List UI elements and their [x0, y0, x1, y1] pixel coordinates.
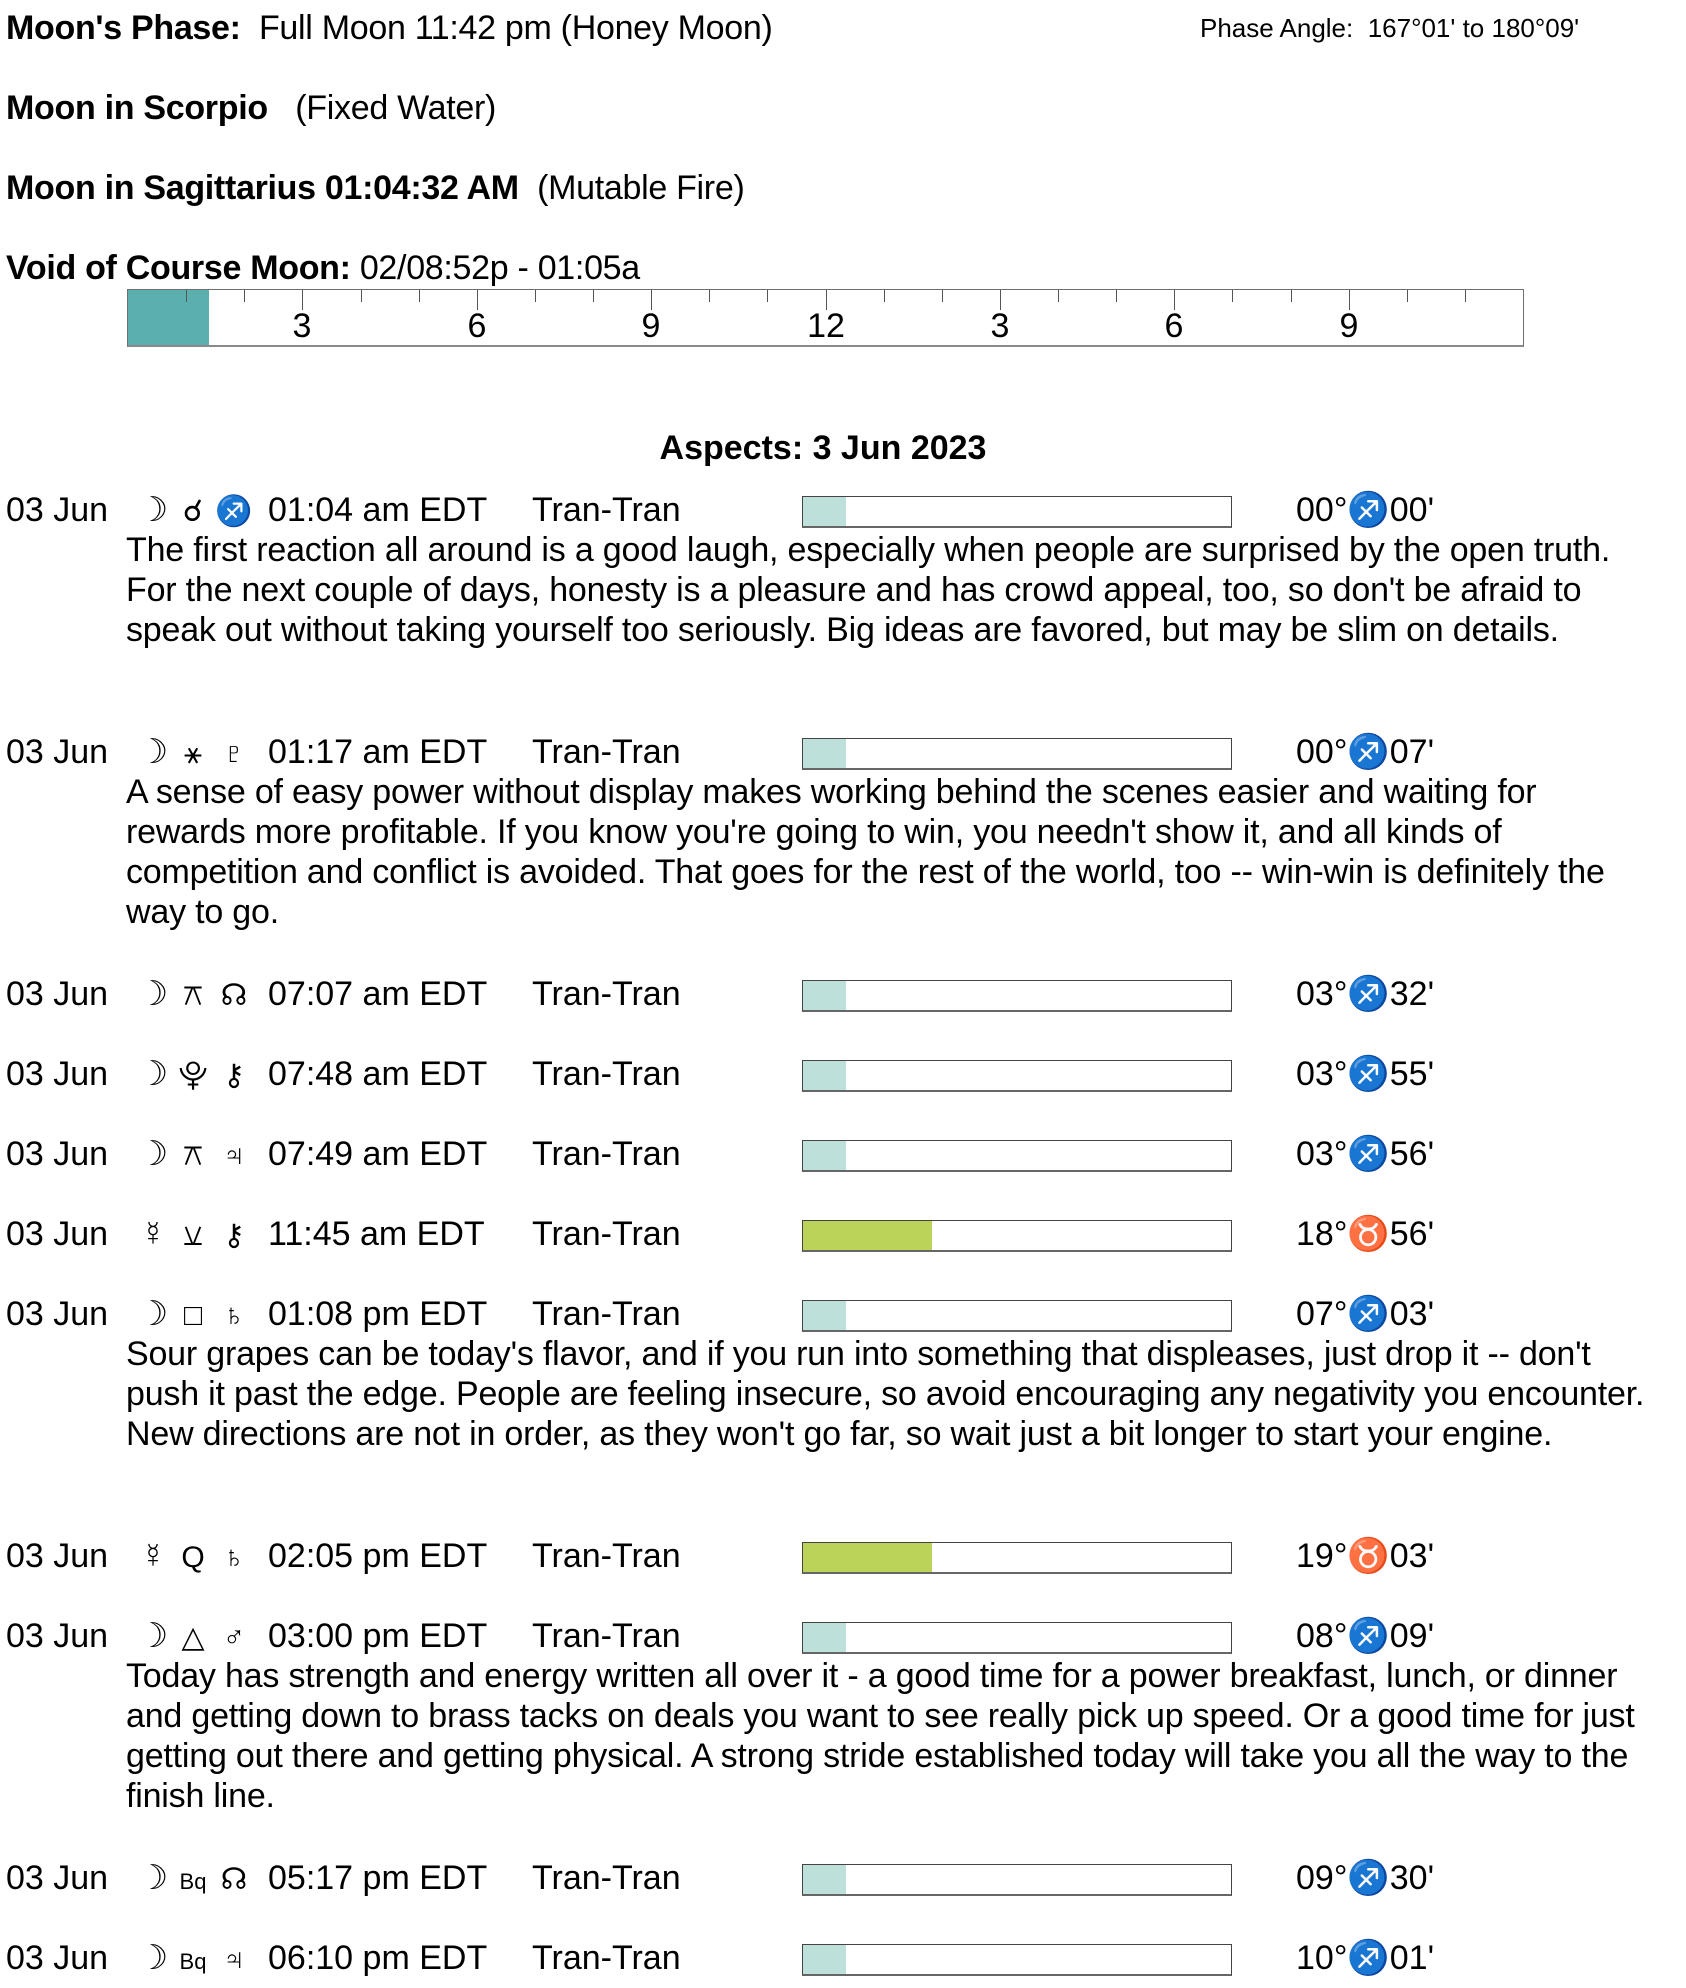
timeline-hour-label: 12: [807, 307, 845, 345]
aspect-row: [0, 1294, 1686, 1334]
aspect-kind: Tran-Tran: [532, 1055, 681, 1093]
timeline-tick: [1465, 290, 1466, 302]
aspect-row: [0, 1536, 1686, 1576]
aspect-time: 01:08 pm EDT: [268, 1295, 488, 1333]
aspect-date: 03 Jun: [6, 1617, 109, 1655]
moon-sign-1: [6, 88, 496, 128]
moon-sign-2: [6, 168, 744, 208]
planet-2-icon: ♂: [222, 1621, 246, 1654]
timeline-tick: [1291, 290, 1292, 302]
aspect-time: 07:07 am EDT: [268, 975, 488, 1013]
aspect-strength-bar: [802, 1542, 1232, 1574]
aspect-type-icon: ⚹: [184, 737, 202, 770]
aspect-time: 07:49 am EDT: [268, 1135, 488, 1173]
aspect-glyphs: [134, 1938, 264, 1982]
aspect-strength-bar: [802, 738, 1232, 770]
aspect-row: [0, 1616, 1686, 1656]
timeline-tick: [361, 290, 362, 302]
aspect-strength-fill: [803, 1061, 846, 1090]
aspect-strength-bar: [802, 496, 1232, 528]
moon-sign-2-label: Moon in Sagittarius 01:04:32 AM: [6, 169, 519, 207]
aspect-row: [0, 490, 1686, 530]
aspect-date: 03 Jun: [6, 1135, 109, 1173]
aspect-type-icon: ⚻: [183, 979, 203, 1012]
planet-2-icon: ♃: [222, 1943, 246, 1976]
aspect-position: 08°♐09': [1296, 1617, 1435, 1655]
aspect-date: 03 Jun: [6, 491, 109, 529]
timeline-tick: [1232, 290, 1233, 302]
aspect-time: 01:17 am EDT: [268, 733, 488, 771]
timeline-tick: [884, 290, 885, 302]
aspect-time: 06:10 pm EDT: [268, 1939, 488, 1977]
timeline-tick: [419, 290, 420, 302]
timeline-tick: [244, 290, 245, 302]
aspect-position: 03°♐32': [1296, 975, 1435, 1013]
timeline-hour-label: 6: [467, 307, 487, 345]
aspect-position: 10°♐01': [1296, 1939, 1435, 1977]
aspect-strength-fill: [803, 1301, 846, 1330]
aspect-kind: Tran-Tran: [532, 1215, 681, 1253]
phase-angle: [1200, 12, 1579, 44]
aspect-glyphs: [134, 974, 264, 1016]
planet-1-icon: ☿: [140, 1537, 166, 1575]
moon-phase-value: Full Moon 11:42 pm (Honey Moon): [258, 9, 773, 47]
aspect-date: 03 Jun: [6, 733, 109, 771]
planet-1-icon: ☽: [137, 1617, 169, 1655]
aspect-strength-bar: [802, 1622, 1232, 1654]
aspect-glyphs: [134, 1134, 264, 1176]
aspect-kind: Tran-Tran: [532, 1295, 681, 1333]
planet-2-icon: ☊: [220, 1863, 248, 1896]
voc-label: Void of Course Moon:: [6, 249, 351, 287]
timeline-tick: [1116, 290, 1117, 302]
planet-1-icon: ☽: [137, 733, 169, 771]
aspect-kind: Tran-Tran: [532, 1939, 681, 1977]
aspect-type-icon: Bq: [179, 1949, 207, 1974]
aspect-position: 03°♐55': [1296, 1055, 1435, 1093]
aspect-kind: Tran-Tran: [532, 1135, 681, 1173]
planet-2-icon: ♐: [215, 495, 253, 528]
aspect-strength-bar: [802, 1220, 1232, 1252]
aspect-position: 07°♐03': [1296, 1295, 1435, 1333]
aspect-type-icon: ⚻: [183, 1139, 203, 1172]
timeline-tick: [1058, 290, 1059, 302]
aspect-date: 03 Jun: [6, 1055, 109, 1093]
aspect-position: 19°♉03': [1296, 1537, 1435, 1575]
planet-2-icon: ♃: [222, 1139, 246, 1172]
voc-value: 02/08:52p - 01:05a: [359, 249, 640, 287]
aspect-time: 02:05 pm EDT: [268, 1537, 488, 1575]
aspect-strength-fill: [803, 497, 846, 526]
planet-1-icon: ☽: [137, 1055, 169, 1093]
aspect-row: [0, 1938, 1686, 1978]
aspect-strength-fill: [803, 981, 846, 1010]
timeline-tick: [1407, 290, 1408, 302]
aspect-time: 11:45 am EDT: [268, 1215, 485, 1253]
planet-1-icon: ☽: [137, 1939, 169, 1977]
planet-2-icon: ⚷: [223, 1059, 245, 1092]
aspects-title: Aspects: 3 Jun 2023: [659, 429, 987, 467]
aspect-glyphs: [134, 490, 264, 532]
planet-1-icon: ☽: [137, 491, 169, 529]
aspect-row: [0, 1054, 1686, 1094]
aspect-glyphs: [134, 732, 264, 774]
aspect-type-icon: Q: [181, 1541, 205, 1574]
aspect-row: [0, 1858, 1686, 1898]
planet-1-icon: ☽: [137, 975, 169, 1013]
aspect-row: [0, 974, 1686, 1014]
timeline-hour-label: 3: [292, 307, 312, 345]
aspect-strength-bar: [802, 1864, 1232, 1896]
aspect-glyphs: [134, 1858, 264, 1902]
aspect-description: The first reaction all around is a good laugh, especially when people are surprised by the open truth. For the next couple of days, honesty is a pleasure and has crowd appeal, too, so don't be afraid to speak out without taking yourself too seriously. Big ideas are favored, but may be slim on details.: [126, 531, 1611, 649]
void-of-course: [6, 248, 640, 288]
aspect-strength-fill: [803, 1543, 932, 1572]
aspect-kind: Tran-Tran: [532, 733, 681, 771]
voc-timeline-fill: [128, 290, 209, 345]
aspect-date: 03 Jun: [6, 1537, 109, 1575]
aspect-row: [0, 732, 1686, 772]
timeline-tick: [186, 290, 187, 302]
aspect-strength-fill: [803, 1945, 846, 1974]
moon-sign-1-quality: (Fixed Water): [295, 89, 497, 127]
aspect-type-icon: △: [181, 1621, 205, 1654]
aspect-row: [0, 1214, 1686, 1254]
aspect-time: 05:17 pm EDT: [268, 1859, 488, 1897]
aspect-strength-fill: [803, 1221, 932, 1250]
aspect-type-icon: Bq: [179, 1869, 207, 1894]
aspect-position: 00°♐07': [1296, 733, 1435, 771]
aspect-time: 01:04 am EDT: [268, 491, 488, 529]
aspect-position: 00°♐00': [1296, 491, 1435, 529]
aspect-date: 03 Jun: [6, 1939, 109, 1977]
aspect-date: 03 Jun: [6, 1859, 109, 1897]
aspect-strength-fill: [803, 1865, 846, 1894]
aspect-time: 07:48 am EDT: [268, 1055, 488, 1093]
aspect-description: A sense of easy power without display makes working behind the scenes easier and waiting for rewards more profitable. If you know you're going to win, you needn't show it, and all kinds of competition and conflict is avoided. That goes for the rest of the world, too -- win-win is definitely the way to go.: [126, 773, 1605, 931]
moon-phase-line: [6, 8, 773, 48]
aspect-type-icon: □: [183, 1299, 203, 1332]
aspect-description: Sour grapes can be today's flavor, and if you run into something that displeases, just drop it -- don't push it past the edge. People are feeling insecure, so avoid encouraging any negativity you encounter. New directions are not in order, as they won't go far, so wait just a bit longer to start your engine.: [126, 1335, 1645, 1453]
planet-1-icon: ☽: [137, 1859, 169, 1897]
planet-1-icon: ☽: [137, 1135, 169, 1173]
aspect-type-icon: ⚺: [183, 1219, 203, 1252]
aspect-glyphs: [134, 1214, 264, 1256]
aspect-kind: Tran-Tran: [532, 1537, 681, 1575]
aspect-kind: Tran-Tran: [532, 1859, 681, 1897]
aspect-position: 18°♉56': [1296, 1215, 1435, 1253]
timeline-hour-label: 9: [641, 307, 661, 345]
aspect-strength-fill: [803, 1623, 846, 1652]
moon-phase-label: Moon's Phase:: [6, 9, 241, 47]
aspect-position: 09°♐30': [1296, 1859, 1435, 1897]
timeline-tick: [535, 290, 536, 302]
planet-2-icon: ♄: [222, 1299, 246, 1332]
aspect-strength-bar: [802, 1300, 1232, 1332]
aspect-time: 03:00 pm EDT: [268, 1617, 488, 1655]
timeline-tick: [767, 290, 768, 302]
timeline-tick: [593, 290, 594, 302]
planet-2-icon: ⚷: [223, 1219, 245, 1252]
timeline-tick: [709, 290, 710, 302]
aspect-strength-fill: [803, 739, 846, 768]
moon-sign-2-quality: (Mutable Fire): [537, 169, 745, 207]
aspect-glyphs: [134, 1536, 264, 1578]
phase-angle-value: 167°01' to 180°09': [1367, 13, 1580, 43]
planet-2-icon: ♇: [222, 737, 246, 770]
aspect-description: Today has strength and energy written all over it - a good time for a power breakfast, lunch, or dinner and getting down to brass tacks on deals you want to see really pick up speed. Or a good time for just getting out there and getting physical. A strong stride established today will take you all the way to the finish line.: [126, 1657, 1635, 1815]
aspect-kind: Tran-Tran: [532, 1617, 681, 1655]
aspect-date: 03 Jun: [6, 1215, 109, 1253]
voc-timeline: [127, 289, 1524, 347]
planet-1-icon: ☽: [137, 1295, 169, 1333]
aspect-date: 03 Jun: [6, 1295, 109, 1333]
timeline-hour-label: 3: [990, 307, 1010, 345]
aspect-glyphs: [134, 1294, 264, 1336]
aspect-glyphs: [134, 1054, 264, 1096]
aspect-strength-bar: [802, 1060, 1232, 1092]
timeline-hour-label: 6: [1164, 307, 1184, 345]
aspect-strength-bar: [802, 980, 1232, 1012]
planet-2-icon: ☊: [220, 979, 248, 1012]
aspect-date: 03 Jun: [6, 975, 109, 1013]
planet-2-icon: ♄: [222, 1541, 246, 1574]
planet-1-icon: ☿: [140, 1215, 166, 1253]
aspect-type-icon: ☌: [182, 495, 204, 528]
aspect-row: [0, 1134, 1686, 1174]
aspect-kind: Tran-Tran: [532, 491, 681, 529]
aspect-position: 03°♐56': [1296, 1135, 1435, 1173]
aspect-strength-bar: [802, 1140, 1232, 1172]
aspect-type-icon: ⯓: [178, 1059, 208, 1092]
aspect-strength-bar: [802, 1944, 1232, 1976]
moon-sign-1-label: Moon in Scorpio: [6, 89, 268, 127]
aspect-glyphs: [134, 1616, 264, 1658]
phase-angle-label: Phase Angle:: [1200, 13, 1354, 43]
aspect-kind: Tran-Tran: [532, 975, 681, 1013]
aspect-strength-fill: [803, 1141, 846, 1170]
timeline-tick: [942, 290, 943, 302]
timeline-hour-label: 9: [1339, 307, 1359, 345]
